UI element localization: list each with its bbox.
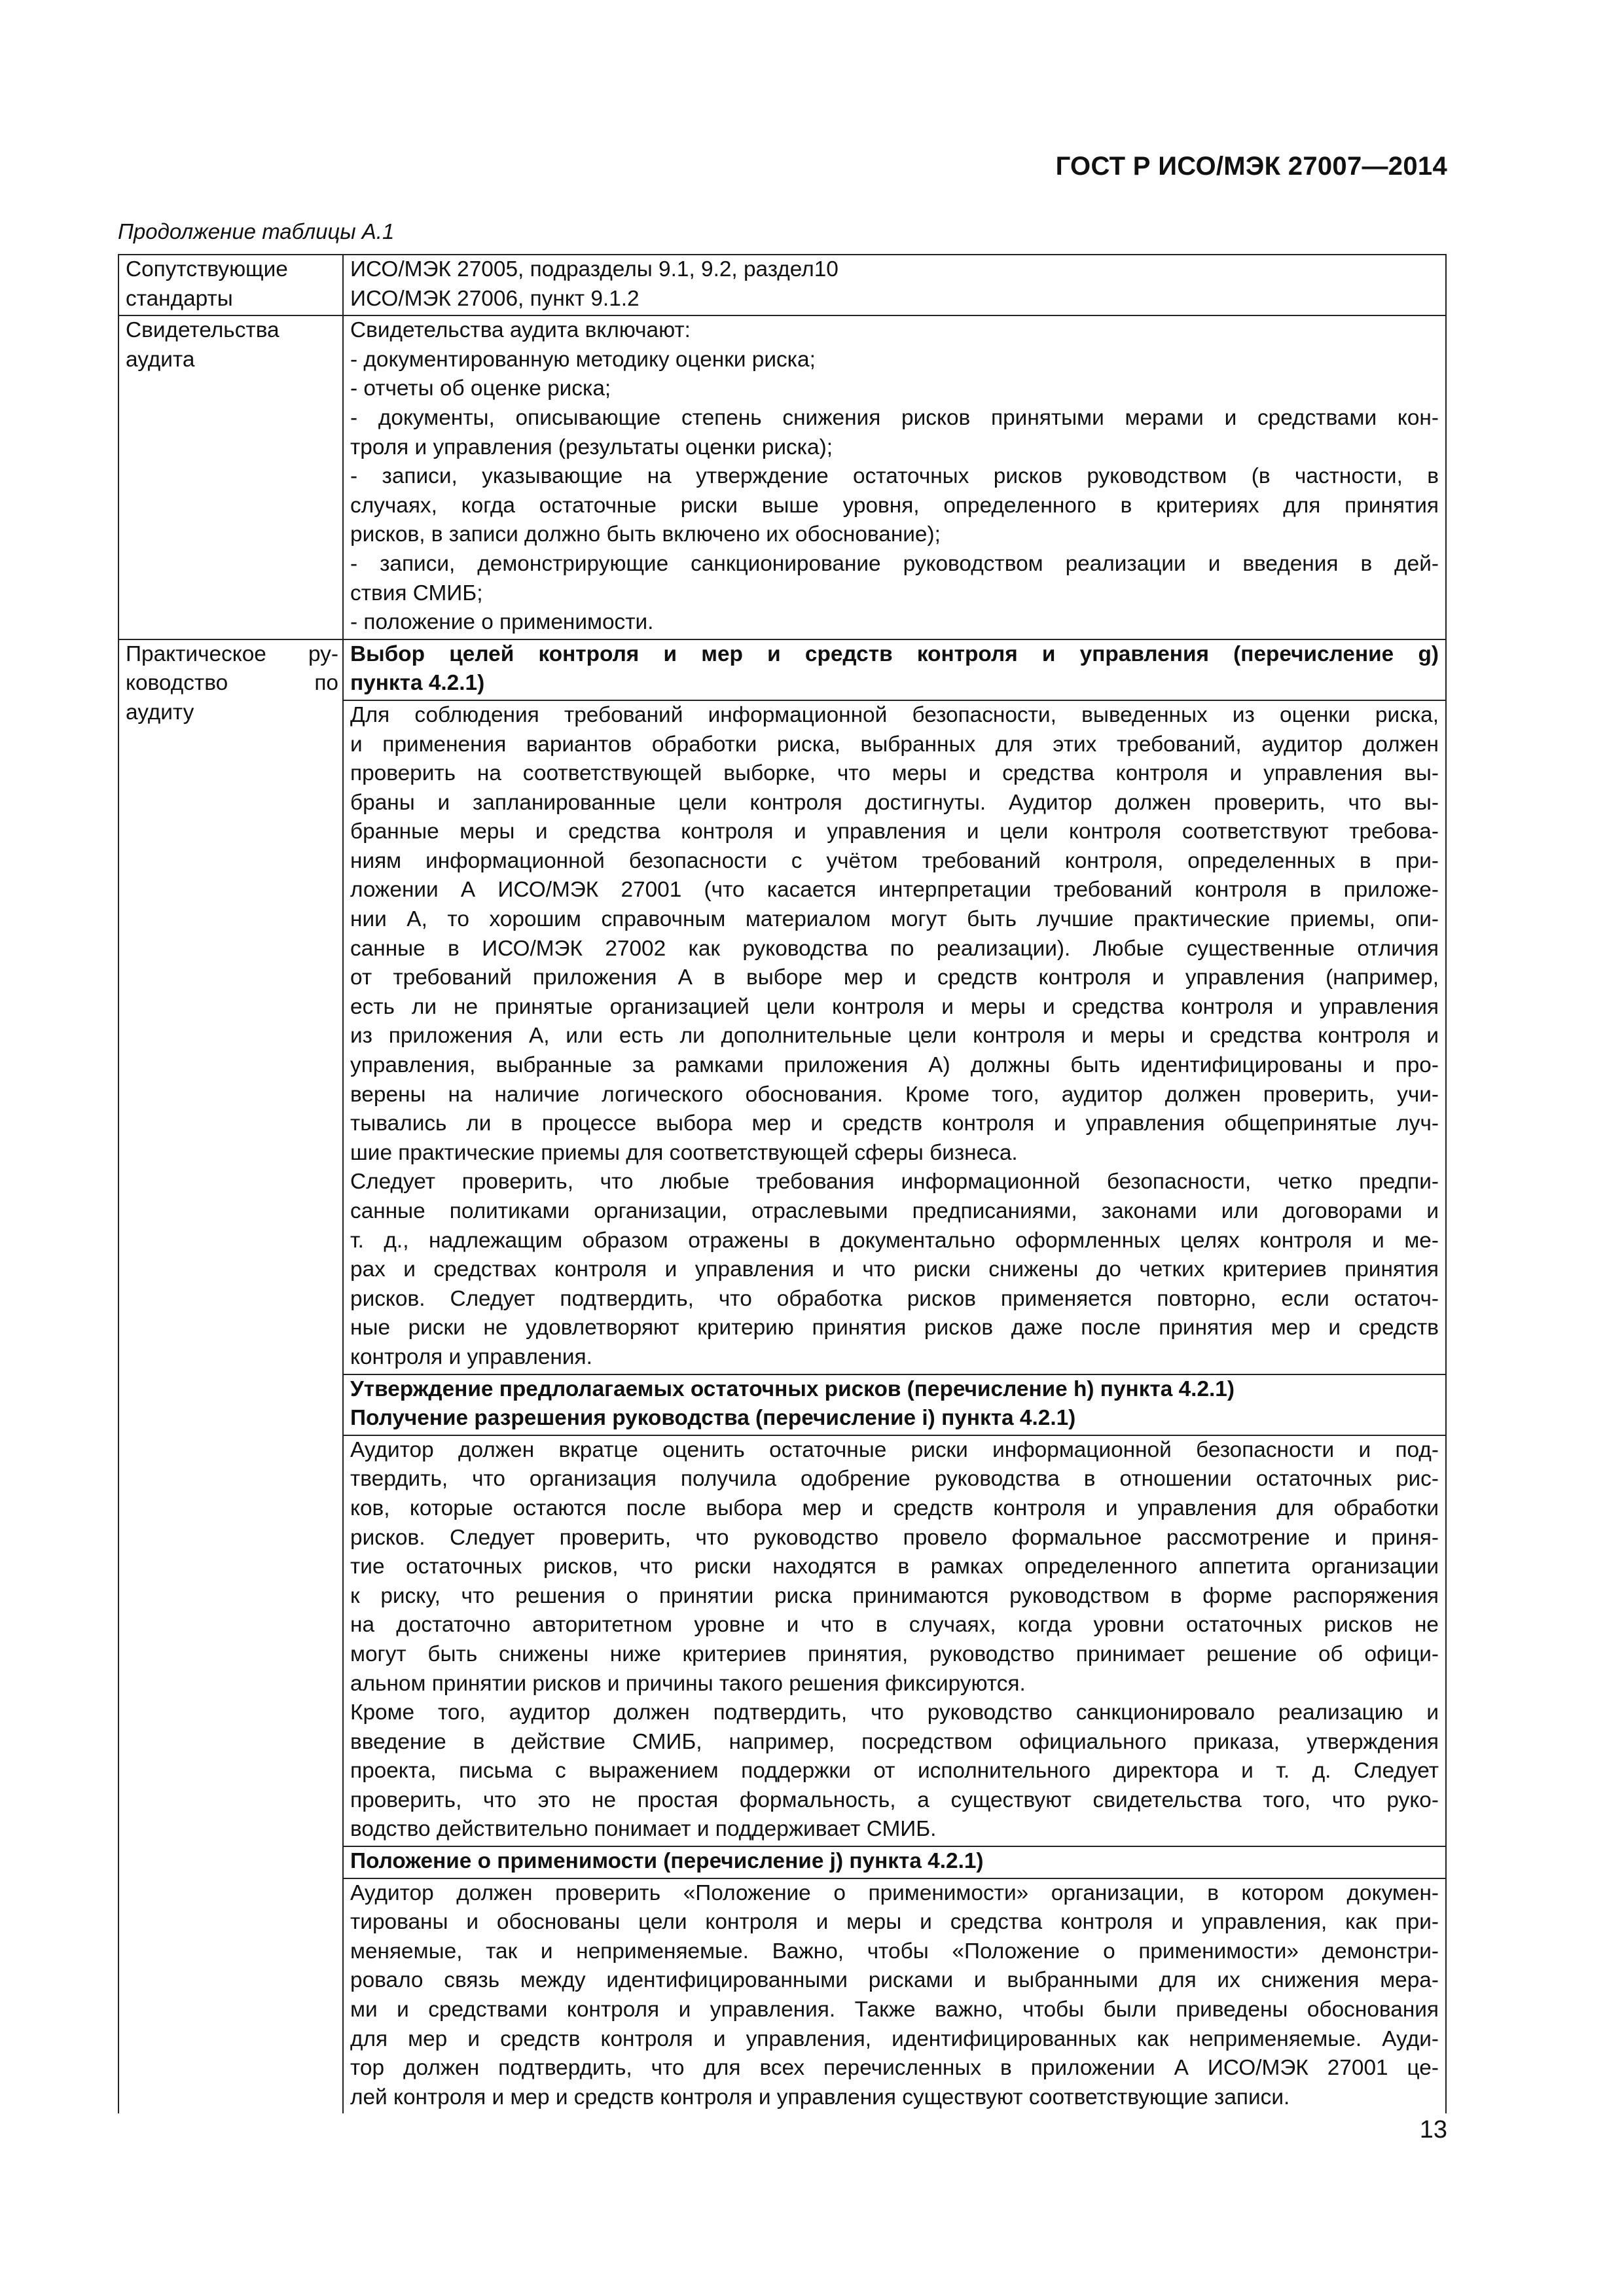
body-line: проверить, что это не простая формальность, а существуют свидетельства того, что руко- [350,1787,1439,1812]
body-line: и применения вариантов обработки риска, выбранных для этих требований, аудитор должен [350,732,1439,757]
body-line: для мер и средств контроля и управления, идентифицированных как неприменяемые. Ауди- [350,2026,1439,2051]
content-line: ИСО/МЭК 27005, подразделы 9.1, 9.2, раздел10 [350,257,839,281]
body-line: к риску, что решения о принятии риска принимаются руководством в форме распоряжения [350,1583,1439,1608]
row-label-practical-guidance [118,639,343,2114]
section-body-statement-of-applicability [343,1878,1446,2114]
body-line: тор должен подтвердить, что для всех перечисленных в приложении А ИСО/МЭК 27001 це- [350,2056,1439,2081]
content-line: Свидетельства аудита включают: [350,318,691,343]
row-label-related-standards [118,255,343,315]
section-title-statement-of-applicability [343,1846,1446,1878]
body-line: ниям информационной безопасности с учётом требований контроля, определенных в при- [350,848,1439,873]
requirements-table [118,254,1447,2113]
body-line: могут быть снижены ниже критериев принятия, руководство принимает решение об офици- [350,1641,1439,1666]
body-line: Аудитор должен проверить «Положение о применимости» организации, в котором докумен- [350,1880,1439,1905]
body-line: из приложения А, или есть ли дополнительные цели контроля и меры и средства контроля и [350,1024,1439,1049]
label-line: ководство по [126,671,338,696]
body-line: рисков. Следует подтвердить, что обработка рисков применяется повторно, если остаточ- [350,1286,1439,1311]
body-line: рах и средствах контроля и управления и что риски снижены до четких критериев принятия [350,1257,1439,1282]
content-line: - документированную методику оценки риска; [350,347,816,372]
body-line: Для соблюдения требований информационной безопасности, выведенных из оценки риска, [350,702,1439,727]
body-line: ложении А ИСО/МЭК 27001 (что касается интерпретации требований контроля в приложе- [350,878,1439,903]
body-line: от требований приложения А в выборе мер и средств контроля и управления (например, [350,965,1439,990]
label-line: стандарты [126,286,233,311]
body-line: на достаточно авторитетном уровне и что в случаях, когда уровни остаточных рисков не [350,1613,1439,1638]
body-line: тированы и обоснованы цели контроля и меры и средства контроля и управления, как при- [350,1910,1439,1935]
body-line: нии А, то хорошим справочным материалом могут быть лучшие практические приемы, опи- [350,907,1439,932]
table-row [118,255,1446,315]
body-line: проверить на соответствующей выборке, что меры и средства контроля и управления вы- [350,761,1439,786]
body-line: контроля и управления. [350,1344,592,1369]
body-line: санные в ИСО/МЭК 27002 как руководства по реализации). Любые существенные отличия [350,936,1439,961]
body-line: верены на наличие логического обоснования. Кроме того, аудитор должен проверить, учи- [350,1082,1439,1107]
body-line: санные политиками организации, отраслевыми предписаниями, законами или договорами и [350,1199,1439,1223]
section-body-residual-risks [343,1435,1446,1846]
section-title-residual-risks [343,1374,1446,1435]
content-line: ИСО/МЭК 27006, пункт 9.1.2 [350,286,640,311]
table-row [118,315,1446,639]
label-line: Свидетельства [126,318,280,343]
body-line: ми и средствами контроля и управления. Также важно, чтобы были приведены обоснования [350,1998,1439,2022]
label-line: аудита [126,347,195,372]
body-line: тие остаточных рисков, что риски находятся в рамках определенного аппетита организации [350,1554,1439,1579]
content-line: случаях, когда остаточные риски выше уровня, определенного в критериях для принятия [350,493,1439,518]
body-line: рисков. Следует проверить, что руководство провело формальное рассмотрение и приня- [350,1525,1439,1550]
table-row [118,639,1446,700]
body-line: введение в действие СМИБ, например, посредством официального приказа, утверждения [350,1729,1439,1754]
row-label-audit-evidence [118,315,343,639]
section-title-line: Выбор целей контроля и мер и средств контроля и управления (перечисление g) [350,641,1439,666]
body-line: водство действительно понимает и поддерживает СМИБ. [350,1817,937,1842]
body-line: есть ли не принятые организацией цели контроля и меры и средства контроля и управления [350,994,1439,1019]
body-line: ные риски не удовлетворяют критерию принятия рисков даже после принятия мер и средств [350,1316,1439,1340]
body-line: проекта, письма с выражением поддержки от исполнительного директора и т. д. Следует [350,1759,1439,1784]
label-line: Практическое ру- [126,641,338,666]
section-title-line: Положение о применимости (перечисление j) пункта 4.2.1) [350,1849,984,1874]
body-line: Следует проверить, что любые требования информационной безопасности, четко предпи- [350,1170,1439,1194]
section-title-controls-selection [343,639,1446,700]
related-standards-content [343,255,1446,315]
content-line: - записи, указывающие на утверждение остаточных рисков руководством (в частности, в [350,464,1439,489]
content-line: рисков, в записи должно быть включено их обоснование); [350,522,941,547]
body-line: управления, выбранные за рамками приложения А) должны быть идентифицированы и про- [350,1053,1439,1078]
content-line: троля и управления (результаты оценки риска); [350,435,833,459]
audit-evidence-content [343,315,1446,639]
section-body-controls-selection [343,700,1446,1374]
content-line: - отчеты об оценке риска; [350,376,611,401]
body-line: твердить, что организация получила одобрение руководства в отношении остаточных рис- [350,1467,1439,1492]
body-line: т. д., надлежащим образом отражены в документально оформленных целях контроля и ме- [350,1228,1439,1253]
body-line: ровало связь между идентифицированными рисками и выбранными для их снижения мера- [350,1968,1439,1993]
body-line: лей контроля и мер и средств контроля и управления существуют соответствующие записи. [350,2085,1290,2109]
section-title-line: Утверждение предлолагаемых остаточных рисков (перечисление h) пункта 4.2.1) [350,1376,1235,1401]
content-line: - положение о применимости. [350,610,654,635]
body-line: тывались ли в процессе выбора мер и средств контроля и управления общепринятые луч- [350,1111,1439,1136]
page-number: 13 [1419,2116,1447,2144]
content-line: - записи, демонстрирующие санкционирование руководством реализации и введения в дей- [350,551,1439,576]
body-line: ков, которые остаются после выбора мер и средств контроля и управления для обработки [350,1496,1439,1520]
body-line: шие практические приемы для соответствующей сферы бизнеса. [350,1140,1018,1165]
body-line: Кроме того, аудитор должен подтвердить, что руководство санкционировало реализацию и [350,1700,1439,1725]
body-line: Аудитор должен вкратце оценить остаточные риски информационной безопасности и под- [350,1437,1439,1462]
table-caption: Продолжение таблицы А.1 [118,219,395,243]
body-line: альном принятии рисков и причины такого решения фиксируются. [350,1671,1026,1696]
label-line: аудиту [126,700,194,725]
body-line: меняемые, так и неприменяемые. Важно, чтобы «Положение о применимости» демонстри- [350,1939,1439,1964]
content-line: ствия СМИБ; [350,581,483,605]
section-title-line: Получение разрешения руководства (перечисление i) пункта 4.2.1) [350,1406,1076,1431]
body-line: браны и запланированные цели контроля достигнуты. Аудитор должен проверить, что вы- [350,790,1439,815]
body-line: бранные меры и средства контроля и управления и цели контроля соответствуют требова- [350,819,1439,844]
content-line: - документы, описывающие степень снижения рисков принятыми мерами и средствами кон- [350,405,1439,430]
document-header: ГОСТ Р ИСО/МЭК 27007—2014 [1055,152,1447,181]
section-title-line: пункта 4.2.1) [350,671,485,696]
label-line: Сопутствующие [126,257,288,281]
